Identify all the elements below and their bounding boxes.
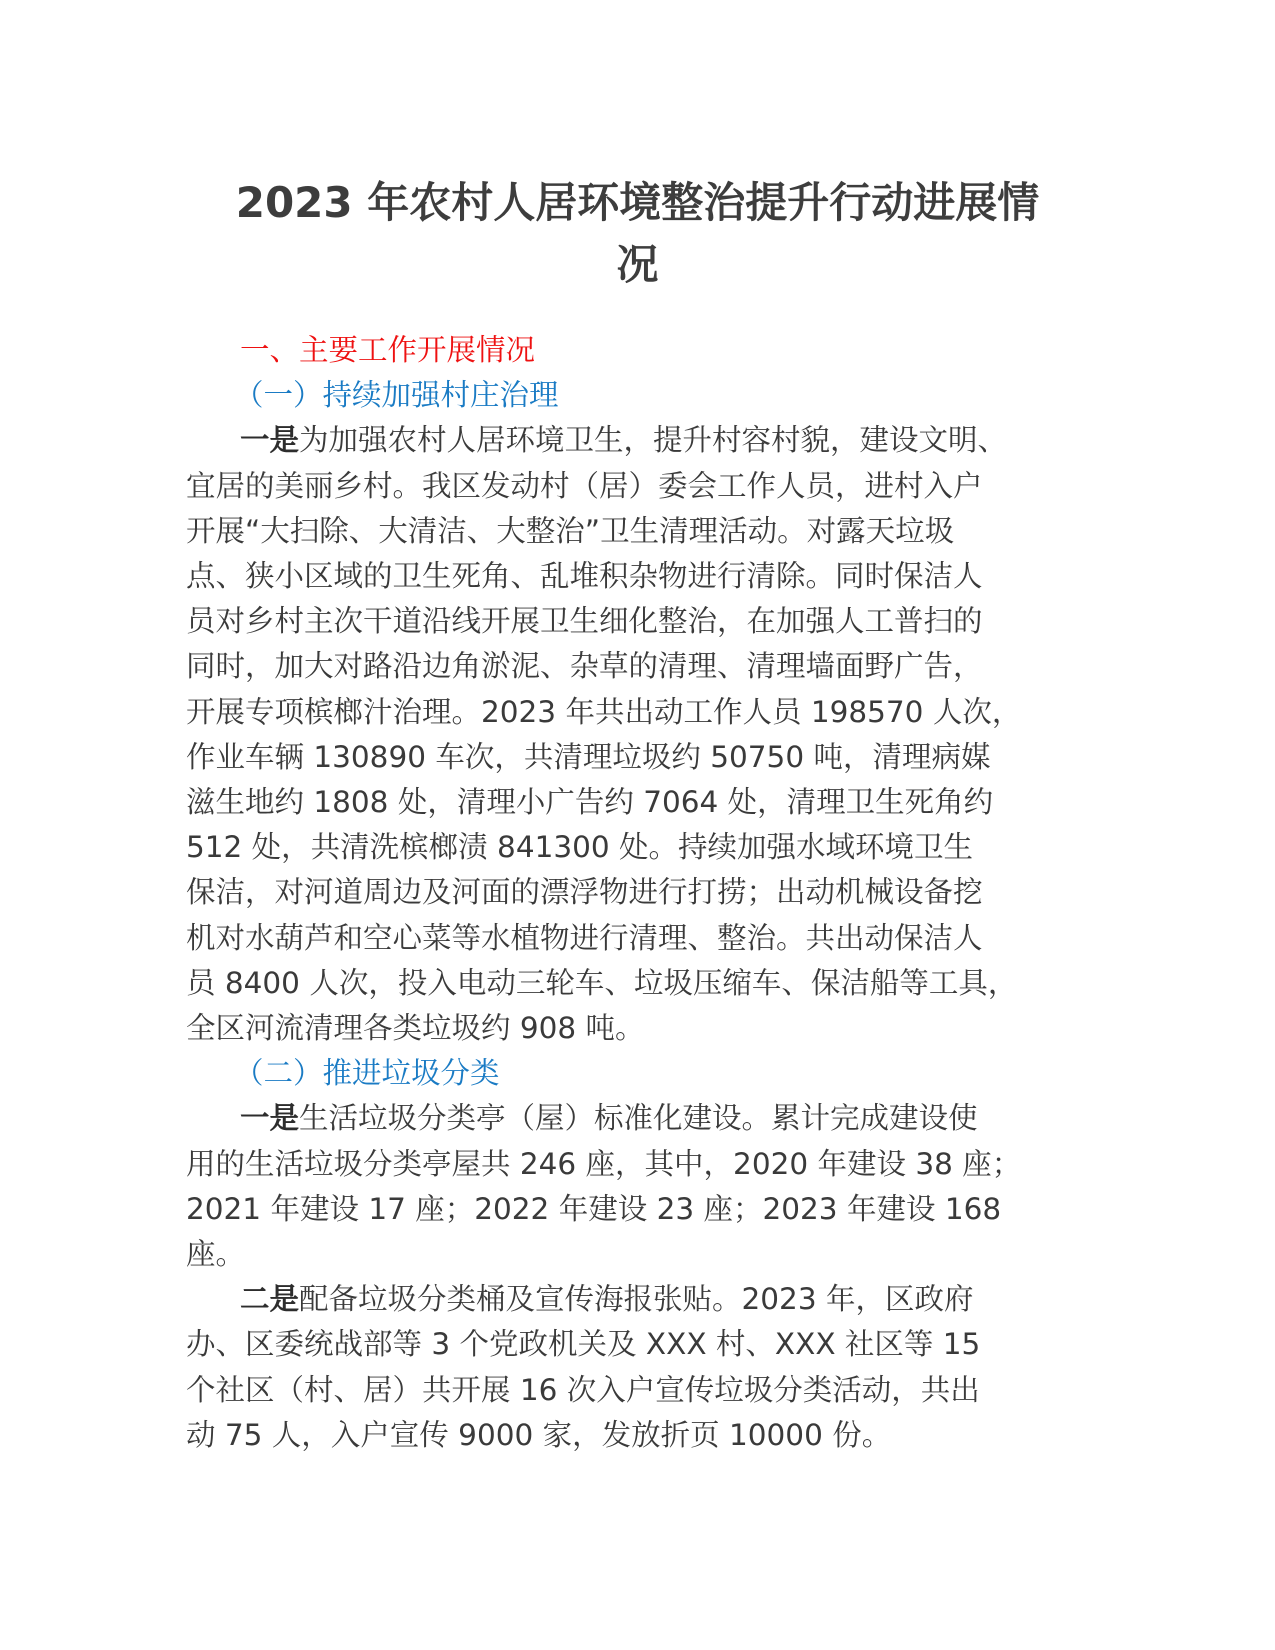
paragraph-line: 员 8400 人次，投入电动三轮车、垃圾压缩车、保洁船等工具， [186,965,1018,1000]
paragraph-text: 配备垃圾分类桶及宣传海报张贴。2023 年，区政府 [299,1282,974,1317]
paragraph-text: 生活垃圾分类亭（屋）标准化建设。累计完成建设使 [299,1101,978,1136]
paragraph-line [186,418,1106,463]
paragraph-line: 座。 [186,1237,246,1272]
paragraph-line: 同时，加大对路沿边角淤泥、杂草的清理、清理墙面野广告， [186,649,983,684]
paragraph-village-cleanup [186,418,1106,1051]
title-line-1: 2023 年农村人居环境整治提升行动进展情 [235,178,1040,227]
paragraph-line: 作业车辆 130890 车次，共清理垃圾约 50750 吨，清理病媒 [186,739,991,774]
paragraph-line: 全区河流清理各类垃圾约 908 吨。 [186,1011,645,1046]
paragraph-line: 机对水葫芦和空心菜等水植物进行清理、整治。共出动保洁人 [186,920,983,955]
paragraph-lead: 二是 [240,1282,300,1317]
paragraph-line: 点、狭小区域的卫生死角、乱堆积杂物进行清除。同时保洁人 [186,559,983,594]
paragraph-line: 保洁，对河道周边及河面的漂浮物进行打捞；出动机械设备挖 [186,875,983,910]
paragraph-sorting-bins [186,1277,1106,1458]
heading-main-work: 一、主要工作开展情况 [240,333,536,367]
heading-waste-sorting: （二）推进垃圾分类 [234,1056,500,1091]
document-title [150,172,1125,296]
document-body [186,328,1106,1458]
paragraph-line: 员对乡村主次干道沿线开展卫生细化整治，在加强人工普扫的 [186,604,983,639]
paragraph-line: 动 75 人，入户宣传 9000 家，发放折页 10000 份。 [186,1417,892,1452]
paragraph-line [186,1096,1106,1141]
paragraph-line: 办、区委统战部等 3 个党政机关及 XXX 村、XXX 社区等 15 [186,1327,981,1362]
paragraph-text: 为加强农村人居环境卫生，提升村容村貌，建设文明、 [299,423,1008,458]
paragraph-line: 滋生地约 1808 处，清理小广告约 7064 处，清理卫生死角约 [186,785,994,820]
paragraph-line: 开展专项槟榔汁治理。2023 年共出动工作人员 198570 人次， [186,694,1022,729]
paragraph-lead: 一是 [240,1101,300,1136]
paragraph-line: 个社区（村、居）共开展 16 次入户宣传垃圾分类活动，共出 [186,1372,980,1407]
paragraph-line: 512 处，共清洗槟榔渍 841300 处。持续加强水域环境卫生 [186,830,974,865]
paragraph-line [186,1277,1106,1322]
paragraph-line: 开展“大扫除、大清洁、大整治”卫生清理活动。对露天垃圾 [186,513,955,548]
paragraph-line: 宜居的美丽乡村。我区发动村（居）委会工作人员，进村入户 [186,468,983,503]
heading-village-governance: （一）持续加强村庄治理 [234,378,559,413]
paragraph-sorting-kiosks [186,1096,1106,1277]
paragraph-line: 用的生活垃圾分类亭屋共 246 座，其中，2020 年建设 38 座； [186,1146,1022,1181]
title-line-2: 况 [616,240,659,289]
paragraph-lead: 一是 [240,423,300,458]
paragraph-line: 2021 年建设 17 座；2022 年建设 23 座；2023 年建设 168 [186,1191,1002,1226]
